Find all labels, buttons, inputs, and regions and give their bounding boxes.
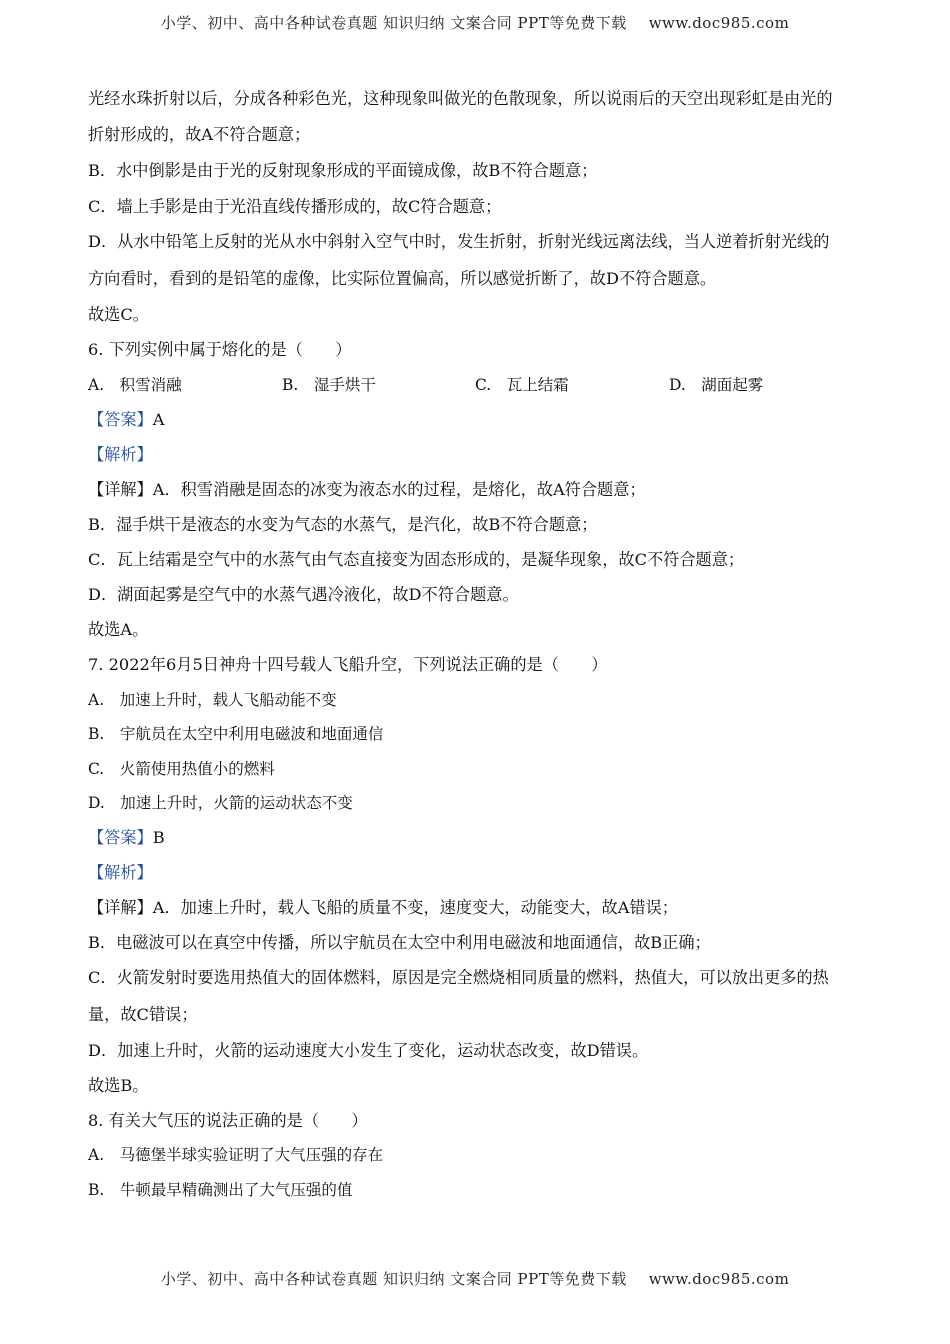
q7-question: 7. 2022年6月5日神舟十四号载人飞船升空，下列说法正确的是（ ） [88,655,608,674]
q6-detail-d: D．湖面起雾是空气中的水蒸气遇冷液化，故D不符合题意。 [88,585,519,604]
q6-option-a: A. 积雪消融 [88,376,182,394]
footer-site-link[interactable]: www.doc985.com [648,1270,790,1288]
q6-detail-c: C．瓦上结霜是空气中的水蒸气由气态直接变为固态形成的，是凝华现象，故C不符合题意； [88,550,745,569]
q6-option-c: C. 瓦上结霜 [475,376,569,394]
q6-analysis-heading [88,444,153,466]
page-header [0,12,950,33]
q6-detail-a-text: A．积雪消融是固态的冰变为液态水的过程，是熔化，故A符合题意； [152,480,646,499]
q6-answer [88,409,164,431]
header-text: 小学、初中、高中各种试卷真题 知识归纳 文案合同 PPT等免费下载 [160,14,627,32]
q7-detail-tag: 【详解】 [88,898,153,917]
q7-analysis-tag: 【解析】 [88,863,153,882]
q5-option-d-explanation-line-2: 方向看时，看到的是铅笔的虚像，比实际位置偏高，所以感觉折断了，故D不符合题意。 [88,269,717,288]
q7-option-d: D. 加速上升时，火箭的运动状态不变 [88,794,353,812]
q7-option-a: A. 加速上升时，载人飞船动能不变 [88,691,337,709]
q7-option-c: C. 火箭使用热值小的燃料 [88,760,275,778]
q7-analysis-heading [88,862,153,884]
q5-option-c-explanation: C．墙上手影是由于光沿直线传播形成的，故C符合题意； [88,197,502,216]
q8-option-a: A. 马德堡半球实验证明了大气压强的存在 [88,1146,384,1164]
q7-detail-a [88,897,678,919]
q5-continuation-line-1: 光经水珠折射以后，分成各种彩色光，这种现象叫做光的色散现象，所以说雨后的天空出现彩虹是由光的 [88,89,833,108]
q5-conclusion: 故选C。 [88,305,149,324]
q6-option-d: D. 湖面起雾 [669,376,764,394]
q6-conclusion: 故选A。 [88,620,149,639]
q7-conclusion: 故选B。 [88,1076,149,1095]
q6-answer-value: A [152,410,165,429]
q6-answer-tag: 【答案】 [88,410,153,429]
q8-option-b: B. 牛顿最早精确测出了大气压强的值 [88,1181,353,1199]
q7-answer-value: B [152,828,165,847]
q7-detail-d: D．加速上升时，火箭的运动速度大小发生了变化，运动状态改变，故D错误。 [88,1041,649,1060]
header-site-link[interactable]: www.doc985.com [648,14,790,32]
q6-detail-a [88,479,646,501]
q6-detail-tag: 【详解】 [88,480,153,499]
q6-option-b: B. 湿手烘干 [282,376,376,394]
q7-detail-c-line-2: 量，故C错误； [88,1005,198,1024]
q7-option-b: B. 宇航员在太空中利用电磁波和地面通信 [88,725,384,743]
q6-analysis-tag: 【解析】 [88,445,153,464]
q7-detail-b: B．电磁波可以在真空中传播，所以宇航员在太空中利用电磁波和地面通信，故B正确； [88,933,711,952]
q7-detail-a-text: A．加速上升时，载人飞船的质量不变，速度变大，动能变大，故A错误； [152,898,678,917]
q8-question: 8. 有关大气压的说法正确的是（ ） [88,1111,368,1130]
q5-option-b-explanation: B．水中倒影是由于光的反射现象形成的平面镜成像，故B不符合题意； [88,161,598,180]
q7-detail-c-line-1: C．火箭发射时要选用热值大的固体燃料，原因是完全燃烧相同质量的燃料，热值大，可以放出更多的热 [88,968,829,987]
q7-answer-tag: 【答案】 [88,828,153,847]
q5-option-d-explanation-line-1: D．从水中铅笔上反射的光从水中斜射入空气中时，发生折射，折射光线远离法线，当人逆着折射光线的 [88,232,830,251]
footer-text: 小学、初中、高中各种试卷真题 知识归纳 文案合同 PPT等免费下载 [160,1270,627,1288]
q6-detail-b: B．湿手烘干是液态的水变为气态的水蒸气，是汽化，故B不符合题意； [88,515,598,534]
q7-answer [88,827,165,849]
q5-continuation-line-2: 折射形成的，故A不符合题意； [88,125,311,144]
q6-question: 6. 下列实例中属于熔化的是（ ） [88,340,352,359]
page-footer [0,1268,950,1289]
